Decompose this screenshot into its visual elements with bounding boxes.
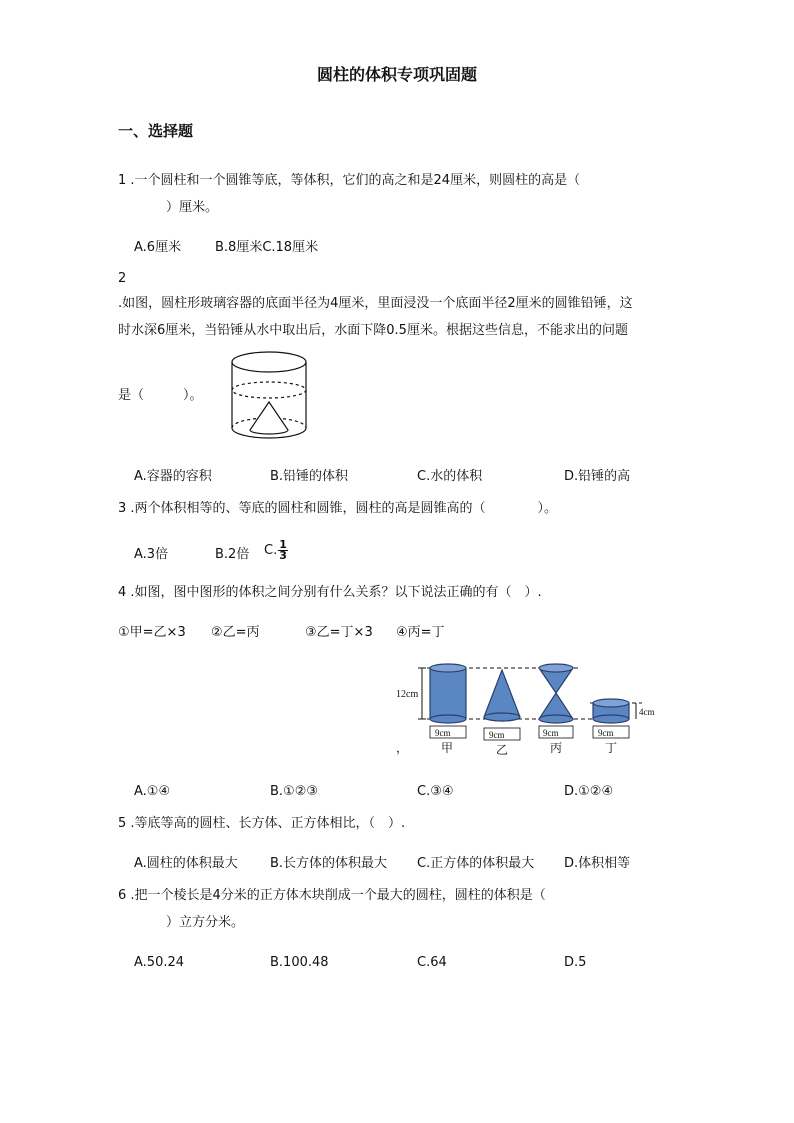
q4-statement-3: ③乙=丁×3: [305, 625, 373, 640]
q2-option-d: D.铅锤的高: [564, 469, 631, 484]
q4-option-d: D.①②④: [564, 784, 614, 799]
section-heading: 一、选择题: [118, 122, 194, 140]
width-label-ding: 9cm: [598, 728, 614, 738]
q5-option-d: D.体积相等: [564, 856, 631, 871]
page-title: 圆柱的体积专项巩固题: [316, 65, 477, 84]
width-label-jia: 9cm: [435, 728, 451, 738]
q5-option-b: B.长方体的体积最大: [270, 856, 388, 871]
fraction-denominator: 3: [279, 549, 287, 562]
q2-number: 2: [118, 271, 127, 286]
figure-mark: ，: [396, 741, 409, 755]
q3-option-c-label: C.: [264, 543, 278, 558]
q6-option-d: D.5: [564, 955, 587, 970]
width-label-bing: 9cm: [543, 728, 559, 738]
q1-stem-line1: 1 .一个圆柱和一个圆锥等底，等体积，它们的高之和是24厘米，则圆柱的高是（: [118, 173, 581, 188]
q2-option-b: B.铅锤的体积: [270, 469, 349, 484]
q2-stem-line3: 是（ ）。: [118, 388, 203, 403]
q4-shapes-figure: [392, 660, 668, 760]
q3-stem: 3 .两个体积相等的、等底的圆柱和圆锥，圆柱的高是圆锥高的（ ）。: [118, 501, 558, 516]
q2-stem-line1: .如图，圆柱形玻璃容器的底面半径为4厘米，里面浸没一个底面半径2厘米的圆锥铅锤，这: [118, 296, 633, 311]
q2-cylinder-figure: [226, 348, 312, 444]
name-ding: 丁: [605, 741, 618, 755]
name-bing: 丙: [550, 741, 563, 755]
q6-option-c: C.64: [417, 955, 447, 970]
q4-option-a: A.①④: [134, 784, 171, 799]
width-label-yi: 9cm: [489, 730, 505, 740]
q4-option-c: C.③④: [417, 784, 454, 799]
q4-statement-2: ②乙=丙: [211, 625, 260, 640]
q3-option-b: B.2倍: [215, 547, 250, 562]
q6-stem-line1: 6 .把一个棱长是4分米的正方体木块削成一个最大的圆柱，圆柱的体积是（: [118, 888, 546, 903]
q3-option-a: A.3倍: [134, 547, 169, 562]
q1-stem-line2: ）厘米。: [166, 200, 219, 215]
q5-option-a: A.圆柱的体积最大: [134, 856, 238, 871]
q6-option-b: B.100.48: [270, 955, 329, 970]
height-label-4cm: 4cm: [639, 707, 655, 717]
q2-option-a: A.容器的容积: [134, 469, 212, 484]
q5-stem: 5 .等底等高的圆柱、长方体、正方体相比，（ ）.: [118, 816, 406, 831]
q4-stem: 4 .如图，图中图形的体积之间分别有什么关系？以下说法正确的有（ ）.: [118, 585, 542, 600]
q2-stem-line2: 时水深6厘米，当铅锤从水中取出后，水面下降0.5厘米。根据这些信息，不能求出的问题: [118, 323, 628, 338]
q4-option-b: B.①②③: [270, 784, 319, 799]
fraction-numerator: 1: [279, 538, 287, 551]
q4-statement-1: ①甲=乙×3: [118, 625, 186, 640]
q4-statement-4: ④丙=丁: [396, 625, 445, 640]
q1-option-a: A.6厘米: [134, 240, 182, 255]
name-yi: 乙: [496, 743, 509, 757]
q2-option-c: C.水的体积: [417, 469, 483, 484]
q6-option-a: A.50.24: [134, 955, 185, 970]
cylinder-jia: [430, 668, 466, 719]
q1-option-bc: B.8厘米C.18厘米: [215, 240, 319, 255]
height-label-12cm: 12cm: [396, 689, 419, 700]
name-jia: 甲: [441, 741, 454, 755]
one-third-fraction: [278, 540, 288, 561]
q5-option-c: C.正方体的体积最大: [417, 856, 535, 871]
q3-option-c: [264, 540, 288, 561]
q6-stem-line2: ）立方分米。: [166, 915, 245, 930]
